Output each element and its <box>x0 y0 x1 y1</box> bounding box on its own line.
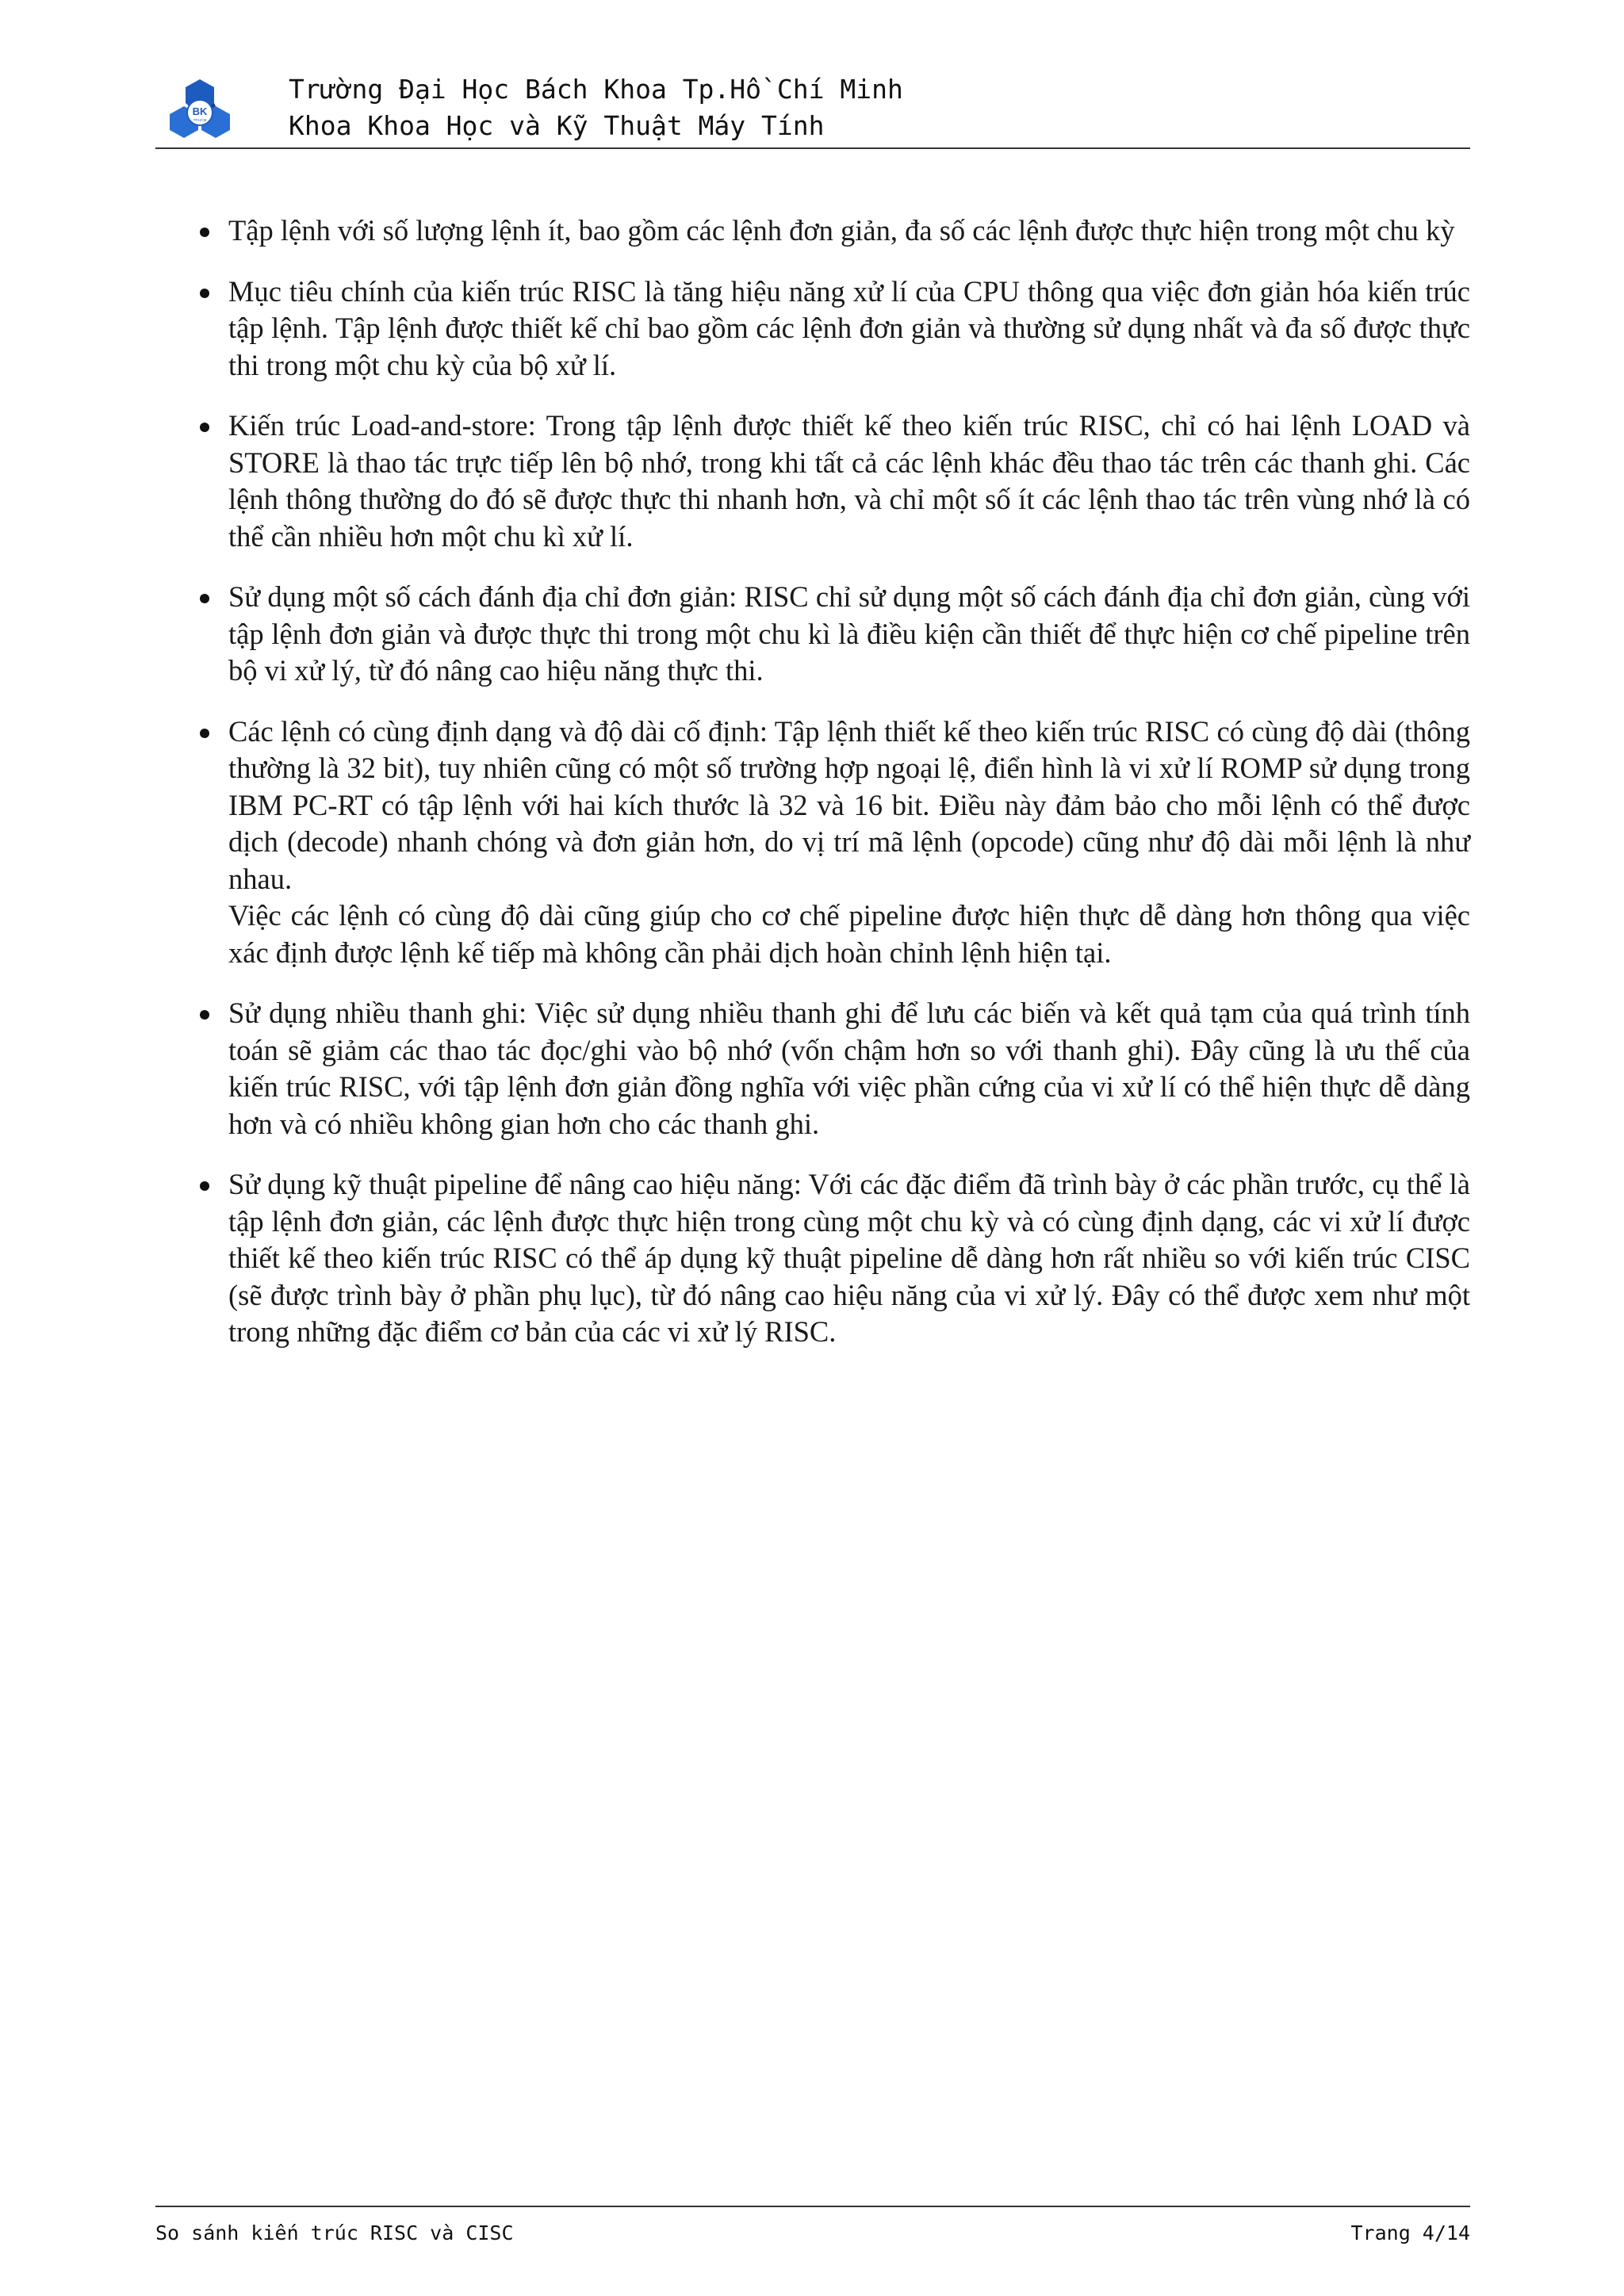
logo-subtext: TP.HCM <box>193 118 207 122</box>
bullet-paragraph: Các lệnh có cùng định dạng và độ dài cố định: Tập lệnh thiết kế theo kiến trúc RISC có cùng độ dài (thông thường là 32 bit), tuy nhiên cũng có một số trường hợp ngoại lệ, điển hình là vi xử lí ROMP sử dụng trong IBM PC-RT có tập lệnh với hai kích thước là 32 và 16 bit. Điều này đảm bảo cho mỗi lệnh có thể được dịch (decode) nhanh chóng và đơn giản hơn, do vị trí mã lệnh (opcode) cũng như độ dài mỗi lệnh là như nhau. <box>228 714 1470 895</box>
footer-page-number: Trang 4/14 <box>1350 2221 1470 2244</box>
bullet-paragraph: Kiến trúc Load-and-store: Trong tập lệnh được thiết kế theo kiến trúc RISC, chỉ có hai lệnh LOAD và STORE là thao tác trực tiếp lên bộ nhớ, trong khi tất cả các lệnh khác đều thao tác trên các thanh ghi. Các lệnh thông thường do đó sẽ được thực thi nhanh hơn, và chỉ một số ít các lệnh thao tác trên vùng nhớ là có thể cần nhiều hơn một chu kì xử lí. <box>228 409 1470 553</box>
list-item <box>197 408 1470 555</box>
bullet-list <box>197 212 1470 1351</box>
bullet-paragraph: Sử dụng kỹ thuật pipeline để nâng cao hiệu năng: Với các đặc điểm đã trình bày ở các phần trước, cụ thể là tập lệnh đơn giản, các lệnh được thực hiện trong cùng một chu kỳ và có cùng định dạng, các vi xử lí được thiết kế theo kiến trúc RISC có thể áp dụng kỹ thuật pipeline dễ dàng hơn rất nhiều so với kiến trúc CISC (sẽ được trình bày ở phần phụ lục), từ đó nâng cao hiệu năng của vi xử lý. Đây có thể được xem như một trong những đặc điểm cơ bản của các vi xử lý RISC. <box>228 1168 1470 1348</box>
list-item <box>197 995 1470 1142</box>
page-footer <box>155 2206 1470 2244</box>
list-item <box>197 1166 1470 1351</box>
bullet-paragraph: Sử dụng một số cách đánh địa chỉ đơn giản: RISC chỉ sử dụng một số cách đánh địa chỉ đơn giản, cùng với tập lệnh đơn giản và được thực thi trong một chu kì là điều kiện cần thiết để thực hiện cơ chế pipeline trên bộ vi xử lý, từ đó nâng cao hiệu năng thực thi. <box>228 580 1470 687</box>
main-content <box>197 212 1470 1375</box>
bullet-dot-icon <box>200 289 209 298</box>
bullet-paragraph: Việc các lệnh có cùng độ dài cũng giúp cho cơ chế pipeline được hiện thực dễ dàng hơn thông qua việc xác định được lệnh kế tiếp mà không cần phải dịch hoàn chỉnh lệnh hiện tại. <box>228 899 1470 969</box>
list-item <box>197 579 1470 690</box>
list-item <box>197 212 1470 250</box>
bullet-dot-icon <box>200 423 209 432</box>
list-item <box>197 714 1470 972</box>
bullet-dot-icon <box>200 729 209 738</box>
bullet-dot-icon <box>200 228 209 237</box>
bullet-dot-icon <box>200 594 209 603</box>
logo-text: BK <box>192 105 208 117</box>
bullet-dot-icon <box>200 1181 209 1191</box>
bullet-paragraph: Mục tiêu chính của kiến trúc RISC là tăng hiệu năng xử lí của CPU thông qua việc đơn giản hóa kiến trúc tập lệnh. Tập lệnh được thiết kế chỉ bao gồm các lệnh đơn giản và thường sử dụng nhất và đa số được thực thi trong một chu kỳ của bộ xử lí. <box>228 274 1470 381</box>
bullet-dot-icon <box>200 1010 209 1020</box>
university-name: Trường Đại Học Bách Khoa Tp.Hồ Chí Minh <box>289 74 903 105</box>
footer-document-title: So sánh kiến trúc RISC và CISC <box>155 2221 514 2244</box>
page-header <box>155 71 1470 149</box>
faculty-name: Khoa Khoa Học và Kỹ Thuật Máy Tính <box>289 110 825 141</box>
bullet-paragraph: Tập lệnh với số lượng lệnh ít, bao gồm các lệnh đơn giản, đa số các lệnh được thực hiện trong một chu kỳ <box>228 214 1455 247</box>
list-item <box>197 274 1470 385</box>
bullet-paragraph: Sử dụng nhiều thanh ghi: Việc sử dụng nhiều thanh ghi để lưu các biến và kết quả tạm của quá trình tính toán sẽ giảm các thao tác đọc/ghi vào bộ nhớ (vốn chậm hơn so với thanh ghi). Đây cũng là ưu thế của kiến trúc RISC, với tập lệnh đơn giản đồng nghĩa với việc phần cứng của vi xử lí có thể hiện thực dễ dàng hơn và có nhiều không gian hơn cho các thanh ghi. <box>228 997 1470 1140</box>
header-text <box>289 71 903 144</box>
university-logo-icon <box>168 78 232 144</box>
